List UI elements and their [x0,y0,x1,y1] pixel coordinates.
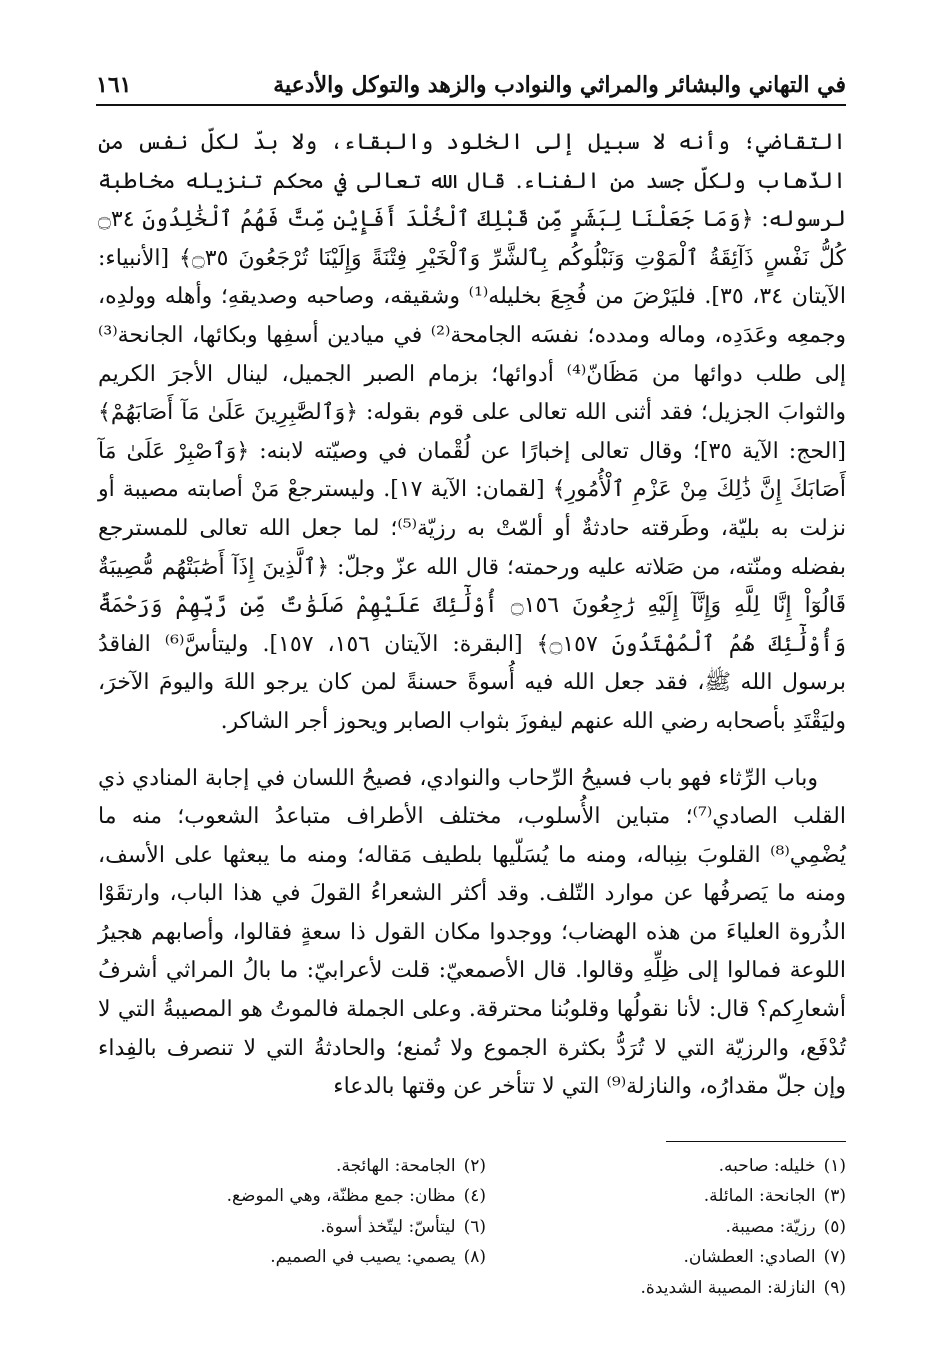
footnote-6 [126,1213,486,1241]
footnote-3 [486,1182,846,1210]
footnote-8 [126,1243,486,1271]
footnote-5 [486,1213,846,1241]
footnote-number: (٧) [823,1247,846,1268]
footnote-number: (٥) [823,1216,846,1237]
footnote-7 [486,1243,846,1271]
footnote-number: (٦) [463,1216,486,1237]
footnote-4 [126,1182,486,1210]
footnote-1 [486,1152,846,1180]
footnote-number: (٨) [463,1247,486,1268]
paragraph-2: وباب الرِّثاء فهو باب فسيحُ الرِّحاب والنوادي، فصيحُ اللسان في إجابة المنادي ذي القلب الصادي⁽⁷⁾؛ متباين الأُسلوب، مختلف الأطراف متباعدُ الشعوب؛ منه ما يُضْمِي⁽⁸⁾ القلوبَ بنِباله، ومنه ما يُسَلّيها بلطيف مَقاله؛ ومنه ما يبعثها على الأسف، ومنه ما يَصرفُها عن موارد التّلف. وقد أكثر الشعراءُ القولَ في هذا الباب، وارتقَوْا الذُروة العلياءَ من هذه الهضاب؛ ووجدوا مكان القول ذا سعةٍ فقالوا، وأصابهم هجيرُ اللوعة فمالوا إلى ظِلِّهِ وقالوا. قال الأصمعيّ: قلت لأعرابيّ: ما بالُ المراثي أشرفُ أشعارِكم؟ قال: لأنا نقولُها وقلوبُنا محترقة. وعلى الجملة فالموتُ هو المصيبةُ التي لا تُدْفَع، والرزيّة التي لا تُرَدُّ بكثرة الجموع ولا تُمنع؛ والحادثةُ التي لا تنصرف بالفِداء وإن جلّ مقدارُه، والنازلة⁽⁹⁾ التي لا تتأخر عن وقتها بالدعاء [98,765,846,1100]
paragraph-1: التقاضي؛ وأنه لا سبيل إلى الخلود والبقاء، ولا بدّ لكلّ نفس من الذّهاب ولكلّ جسد من الفناء. قال الله تعالى في محكم تنزيله مخاطبة لرسوله: ﴿وَمَا جَعَلْنَا لِبَشَرٍ مِّن قَبْلِكَ ٱلْخُلْدَ أَفَإِيْن مِّتَّ فَهُمُ ٱلْخَٰلِدُونَ ۝٣٤ كُلُّ نَفْسٍ ذَآئِقَةُ ٱلْمَوْتِ وَنَبْلُوكُم بِٱلشَّرِّ وَٱلْخَيْرِ فِتْنَةً وَإِلَيْنَا تُرْجَعُونَ ۝٣٥﴾ [الأنبياء: الآيتان ٣٤، ٣٥]. فليَرْضَ من فُجِعَ بخليله⁽¹⁾ وشقيقه، وصاحبه وصديقهِ؛ وأهله وولدِه، وجمعِه وعَدَدِه، وماله ومدده؛ نفسَه الجامحة⁽²⁾ في ميادين أسفِها وبكائها، الجانحة⁽³⁾ إلى طلب دوائها من مَظَانّ⁽⁴⁾ أدوائها؛ بزمام الصبر الجميل، لينال الأجرَ الكريم والثوابَ الجزيل؛ فقد أثنى الله تعالى على قوم بقوله: ﴿وَٱلصَّٰبِرِينَ عَلَىٰ مَآ أَصَابَهُمْ﴾ [الحج: الآية ٣٥]؛ وقال تعالى إخبارًا عن لُقْمان في وصيّته لابنه: ﴿وَٱصْبِرْ عَلَىٰ مَآ أَصَابَكَ إِنَّ ذَٰلِكَ مِنْ عَزْمِ ٱلْأُمُورِ﴾ [لقمان: الآية ١٧]. وليسترجعْ مَنْ أصابته مصيبة أو نزلت به بليّة، وطَرقته حادثةٌ أو ألمّتْ به رزيّة⁽⁵⁾؛ لما جعل الله تعالى للمسترجع بفضله ومنّته، من صَلاته عليه ورحمته؛ قال الله عزّ وجلّ: ﴿ٱلَّذِينَ إِذَآ أَصَٰبَتْهُم مُّصِيبَةٌ قَالُوٓاْ إِنَّا لِلَّهِ وَإِنَّآ إِلَيْهِ رَٰجِعُونَ ۝١٥٦ أُوْلَٰٓئِكَ عَلَيْهِمْ صَلَوَٰتٌ مِّن رَّبِّهِمْ وَرَحْمَةٌ وَأُوْلَٰٓئِكَ هُمُ ٱلْمُهْتَدُونَ ۝١٥٧﴾ [البقرة: الآيتان ١٥٦، ١٥٧]. وليتأسَّ⁽⁶⁾ الفاقدُ برسول الله ﷺ، فقد جعل الله فيه أُسوةً حسنةً لمن كان يرجو اللهَ واليومَ الآخرَ، وليَقْتَدِ بأصحابه رضي الله عنهم ليفوزَ بثواب الصابر ويحوز أجر الشاكر. [98,130,847,734]
footnote-number: (١) [823,1156,846,1176]
footnote-text: الصادي: العطشان. [683,1247,816,1268]
footnote-text: النازلة: المصيبة الشديدة. [640,1277,816,1298]
footnote-text: الجامحة: الهائجة. [336,1156,456,1176]
footnote-text: مظان: جمع مظنّة، وهي الموضع. [226,1186,456,1207]
footnote-9 [486,1274,846,1302]
footnote-text: الجانحة: المائلة. [703,1186,816,1207]
footnote-number: (٩) [823,1277,846,1298]
footnote-separator [666,1141,846,1142]
main-text [98,124,846,1107]
footnote-number: (٢) [463,1156,486,1176]
footnotes [120,1152,846,1302]
running-header [96,72,846,106]
footnote-text: خليله: صاحبه. [718,1156,816,1176]
footnote-number: (٣) [823,1186,846,1207]
footnote-text: ليتأسّ: ليتّخذ أسوة. [320,1216,456,1237]
footnote-text: يصمي: يصيب في الصميم. [270,1247,456,1268]
footnote-2 [126,1152,486,1180]
footnote-number: (٤) [463,1186,486,1207]
page-number: ١٦١ [96,72,132,98]
header-title: في التهاني والبشائر والمراثي والنوادب والزهد والتوكل والأدعية [273,72,846,98]
footnote-text: رزيّة: مصيبة. [725,1216,816,1237]
